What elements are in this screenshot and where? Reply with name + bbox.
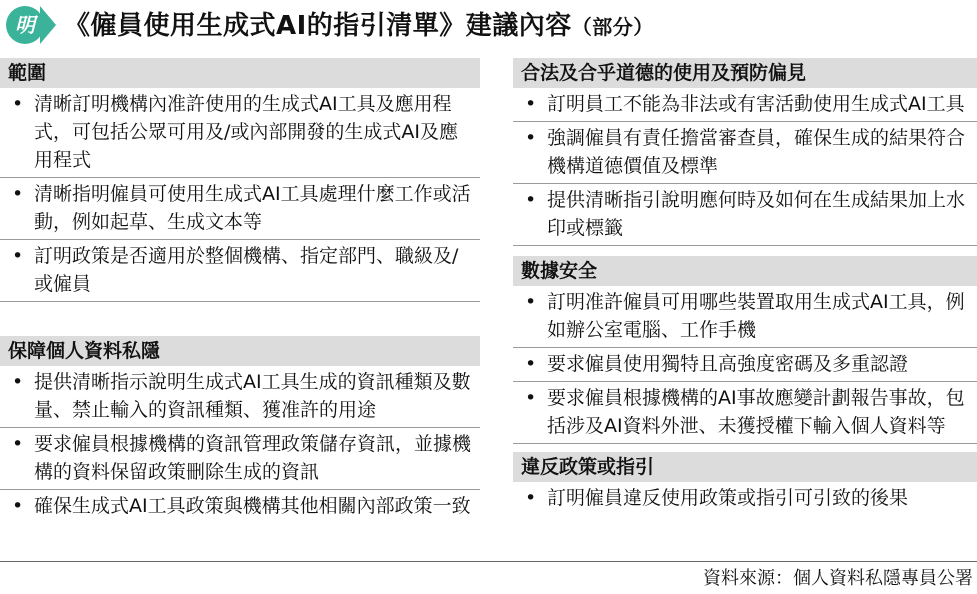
title-text: 《僱員使用生成式AI的指引清單》建議內容 — [64, 11, 572, 41]
title-bar — [0, 0, 977, 50]
footer-divider — [0, 561, 977, 562]
source-credit: 資料來源：個人資料私隱專員公署 — [703, 568, 973, 589]
list-item: • 訂明僱員違反使用政策或指引可引致的後果 — [513, 482, 977, 515]
list-item: • 訂明員工不能為非法或有害活動使用生成式AI工具 — [513, 88, 977, 122]
list-item: • 訂明政策是否適用於整個機構、指定部門、職級及/或僱員 — [0, 240, 480, 302]
section-gap — [513, 444, 977, 452]
item-list — [0, 366, 480, 523]
section-heading: 違反政策或指引 — [513, 452, 977, 482]
list-item: • 清晰訂明機構內准許使用的生成式AI工具及應用程式，可包括公眾可用及/或內部開發的生成式AI及應用程式 — [0, 88, 480, 178]
page-title — [64, 5, 654, 42]
section-privacy — [0, 336, 480, 523]
right-column — [513, 58, 977, 515]
list-item: • 要求僱員根據機構的資訊管理政策儲存資訊，並據機構的資料保留政策刪除生成的資訊 — [0, 428, 480, 490]
section-scope — [0, 58, 480, 302]
section-heading: 數據安全 — [513, 256, 977, 286]
list-item: • 提供清晰指引說明應何時及如何在生成結果加上水印或標籤 — [513, 184, 977, 246]
section-violation — [513, 452, 977, 515]
section-heading: 範圍 — [0, 58, 480, 88]
list-item: • 清晰指明僱員可使用生成式AI工具處理什麼工作或活動，例如起草、生成文本等 — [0, 178, 480, 240]
logo-chevron-icon — [40, 6, 56, 44]
list-item: • 要求僱員根據機構的AI事故應變計劃報告事故，包括涉及AI資料外泄、未獲授權下輸入個人資料等 — [513, 382, 977, 444]
list-item: • 訂明准許僱員可用哪些裝置取用生成式AI工具，例如辦公室電腦、工作手機 — [513, 286, 977, 348]
list-item: • 提供清晰指示說明生成式AI工具生成的資訊種類及數量、禁止輸入的資訊種類、獲准許的用途 — [0, 366, 480, 428]
list-item: • 強調僱員有責任擔當審查員，確保生成的結果符合機構道德價值及標準 — [513, 122, 977, 184]
section-heading: 合法及合乎道德的使用及預防偏見 — [513, 58, 977, 88]
section-data-security — [513, 256, 977, 444]
item-list — [513, 286, 977, 444]
item-list — [513, 482, 977, 515]
list-item: • 確保生成式AI工具政策與機構其他相關內部政策一致 — [0, 490, 480, 523]
item-list — [0, 88, 480, 302]
section-gap — [0, 302, 480, 336]
list-item: • 要求僱員使用獨特且高強度密碼及多重認證 — [513, 348, 977, 382]
item-list — [513, 88, 977, 246]
section-ethics — [513, 58, 977, 246]
left-column — [0, 58, 480, 523]
title-suffix: （部分） — [571, 15, 654, 39]
section-heading: 保障個人資料私隱 — [0, 336, 480, 366]
section-gap — [513, 246, 977, 256]
newspaper-logo: 明 — [6, 6, 44, 44]
